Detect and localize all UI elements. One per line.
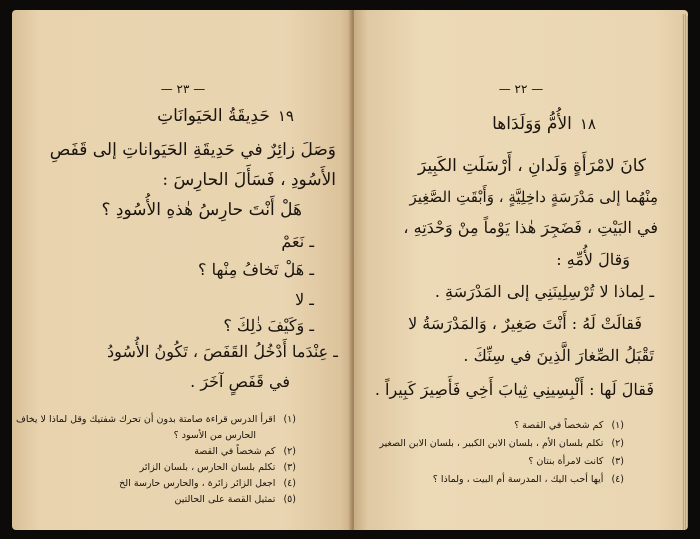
text-line: الأَسُودِ ، فَسَأَلَ الحارِسَ : (162, 170, 336, 190)
page-number: — ٢٣ — (160, 82, 206, 96)
exercise-item: (٣)كانت لامرأة بنتان ؟ (528, 456, 624, 467)
text-line: ـ لِماذا لا تُرْسِلِينَنِي إلى المَدْرَسَةِ . (434, 282, 654, 301)
text-line: في البَيْتِ ، فَضَجِرَ هٰذا يَوْماً مِنْ وَحْدَتِهِ ، (403, 218, 658, 237)
text-line: هَلْ أَنْتَ حارِسُ هٰذهِ الأُسُودِ ؟ (101, 200, 302, 220)
exercise-item: (٢)كم شخصاً في القصة (194, 446, 296, 457)
text-line: ـ لا (295, 290, 314, 309)
text-line: فَقالَتْ لَهُ : أَنْتَ صَغِيرٌ ، وَالمَدْرَسَةُ لا (408, 314, 642, 333)
text-line: ـ عِنْدَما أَدْخُلُ القَفَصَ ، تَكُونُ الأُسُودُ (107, 342, 338, 361)
text-line: فَقالَ لَها : أَلْبِسِينِي ثِيابَ أَخِي فَأَصِيرَ كَبِيراً . (374, 380, 654, 399)
text-line: ـ وَكَيْفَ ذٰلِكَ ؟ (223, 316, 314, 335)
text-line: مِنْهُما إلى مَدْرَسَةٍ داخِلِيَّةٍ ، وَأَبْقَتِ الصَّغِيرَ (409, 188, 658, 206)
left-page (12, 10, 354, 530)
text-line: وَصَلَ زائِرٌ في حَدِيقَةِ الحَيَواناتِ إلى قَفَصِ (49, 140, 336, 160)
page-edge (682, 14, 688, 530)
text-line: وَقالَ لأُمِّهِ : (556, 250, 630, 269)
lesson-title (492, 114, 596, 134)
exercise-item: (٥)تمثيل القصة على الحالتين (174, 494, 296, 505)
text-line: في قَفَصٍ آخَرَ . (190, 372, 290, 391)
text-line: تَقْبَلُ الصِّغارَ الَّذِينَ في سِنِّكَ . (463, 346, 654, 365)
page-number: — ٢٢ — (498, 82, 544, 96)
lesson-title-text: حَدِيقَةُ الحَيَوانَاتِ (157, 106, 270, 126)
exercise-item: (٤)أيها أحب اليك ، المدرسة أم البيت ، ولماذا ؟ (432, 474, 624, 485)
lesson-number: ١٨ (579, 115, 596, 133)
right-page (354, 10, 688, 530)
exercise-item: (٢)تكلم بلسان الأم ، بلسان الابن الكبير ، بلسان الابن الصغير (379, 438, 624, 449)
lesson-title (157, 106, 294, 126)
open-book (8, 10, 692, 532)
exercise-item: (٤)اجعل الزائر زائرة ، والحارس حارسة الخ (119, 478, 296, 489)
text-line: ـ نَعَمْ (281, 232, 314, 251)
exercise-item: الحارس من الأسود ؟ (173, 430, 256, 441)
lesson-title-text: الأُمُّ وَوَلَدَاها (492, 114, 572, 134)
lesson-number: ١٩ (277, 107, 294, 125)
text-line: ـ هَلْ تَخافُ مِنْها ؟ (198, 260, 314, 279)
exercise-item: (١)اقرأ الدرس قراءة صامتة بدون أن تحرك شفتيك وقل لماذا لا يخاف (16, 414, 296, 425)
exercise-item: (١)كم شخصاً في القصة ؟ (514, 420, 624, 431)
exercise-item: (٣)تكلم بلسان الحارس ، بلسان الزائر (139, 462, 296, 473)
text-line: كانَ لامْرَأَةٍ وَلَدانِ ، أَرْسَلَتِ الكَبِيرَ (417, 156, 646, 176)
